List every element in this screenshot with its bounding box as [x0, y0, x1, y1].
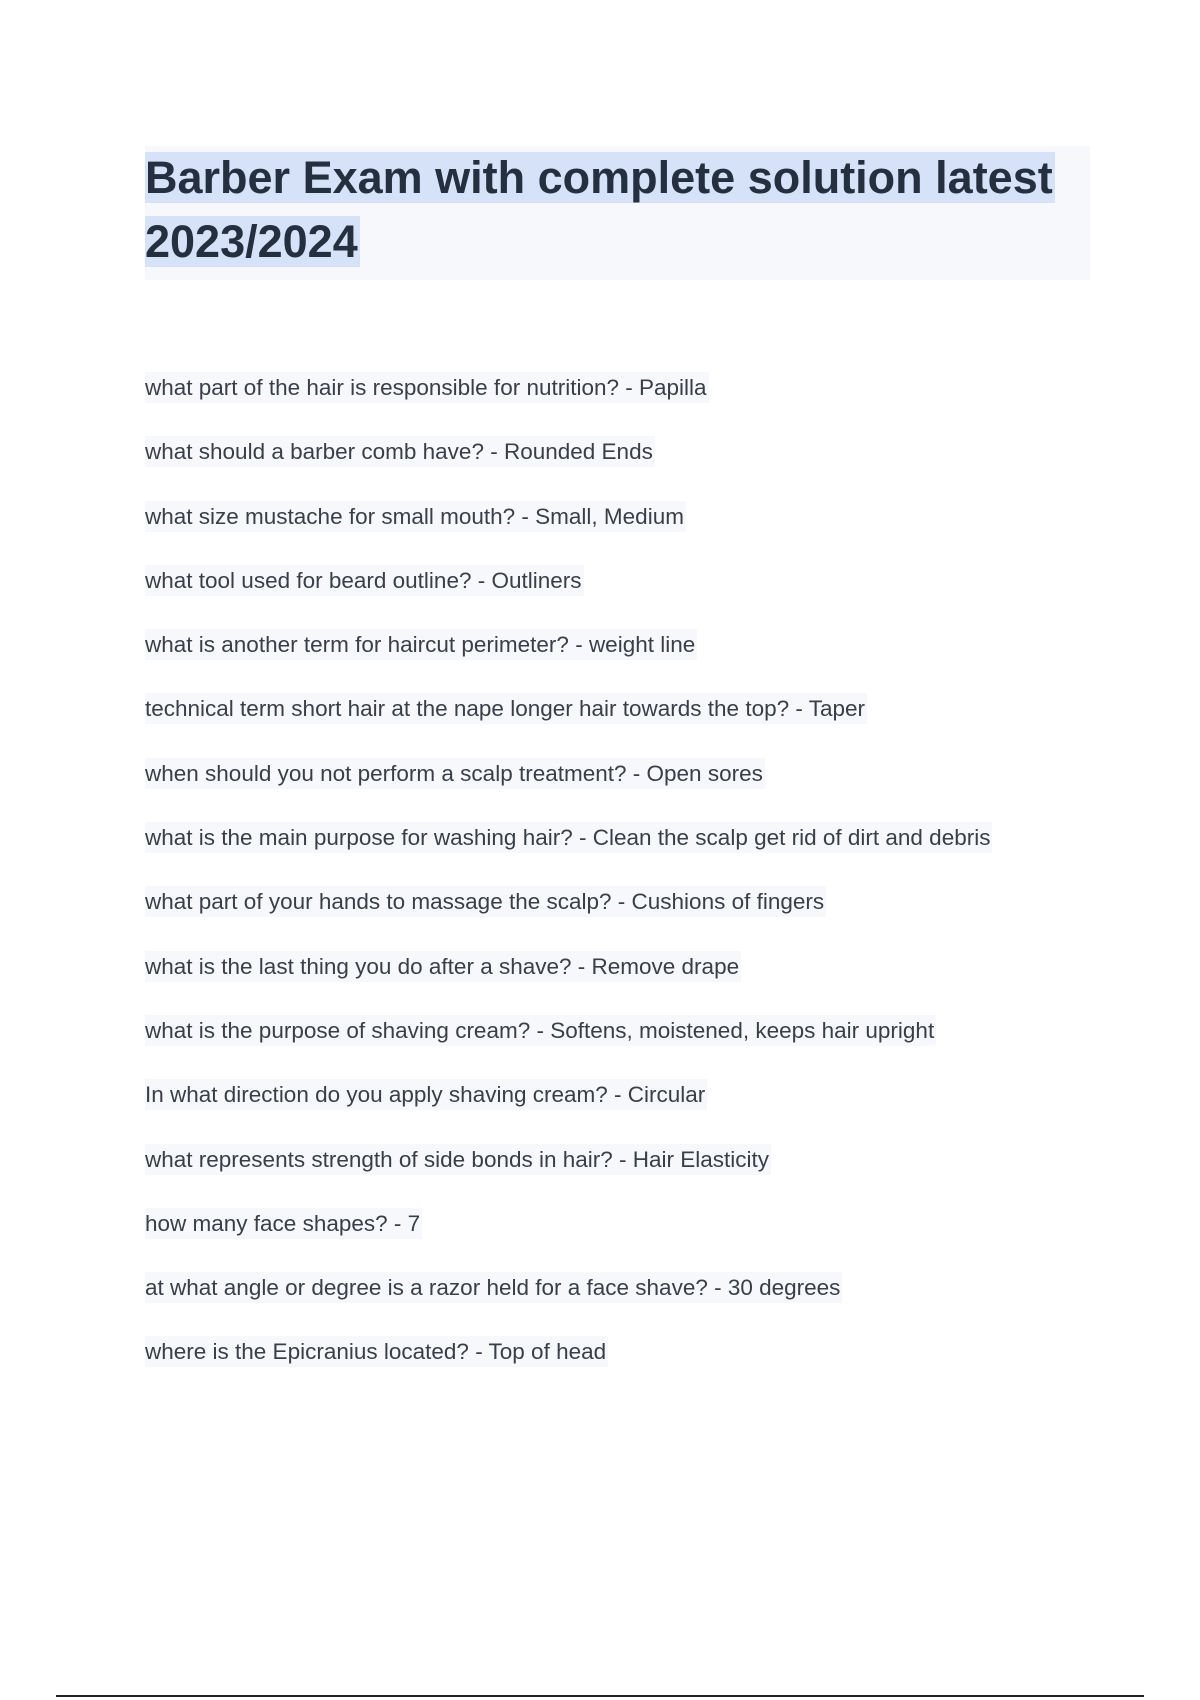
qa-row-text [145, 372, 709, 403]
qa-row-text [145, 565, 584, 596]
qa-row-text [145, 501, 686, 532]
answer-text: Taper [808, 696, 866, 722]
qa-row-text [145, 1272, 842, 1303]
qa-item [145, 1332, 1105, 1396]
qa-separator: - [707, 1275, 728, 1301]
question-text: when should you not perform a scalp treatment? [145, 760, 627, 786]
qa-separator: - [471, 567, 492, 593]
qa-separator: - [571, 953, 592, 979]
qa-item [145, 754, 1105, 818]
qa-row-text [145, 886, 826, 917]
qa-row-text [145, 629, 697, 660]
answer-text: Hair Elasticity [632, 1146, 770, 1172]
title-line-1: Barber Exam with complete solution latest [145, 152, 1053, 203]
qa-row-text [145, 1079, 707, 1110]
qa-list [145, 368, 1105, 1397]
qa-row-text [145, 1336, 608, 1367]
qa-item [145, 368, 1105, 432]
qa-separator: - [387, 1210, 408, 1236]
answer-text: Outliners [491, 567, 582, 593]
question-text: what is the main purpose for washing hair? [145, 825, 573, 851]
question-text: what should a barber comb have? [145, 439, 484, 465]
qa-row-text [145, 1144, 771, 1175]
qa-row-text [145, 1015, 936, 1046]
qa-separator: - [568, 632, 589, 658]
qa-item [145, 1268, 1105, 1332]
qa-item [145, 818, 1105, 882]
qa-item [145, 432, 1105, 496]
qa-separator: - [619, 375, 640, 400]
question-text: In what direction do you apply shaving cream? [145, 1082, 608, 1108]
answer-text: Open sores [646, 760, 763, 786]
document-title [145, 146, 1090, 274]
answer-text: Small, Medium [535, 503, 684, 529]
qa-item [145, 625, 1105, 689]
question-text: what tool used for beard outline? [145, 567, 472, 593]
qa-item [145, 1140, 1105, 1204]
question-text: what size mustache for small mouth? [145, 503, 516, 529]
qa-item [145, 497, 1105, 561]
title-block [145, 146, 1090, 280]
answer-text: Softens, moistened, keeps hair upright [550, 1017, 935, 1043]
qa-row-text [145, 436, 655, 467]
qa-item [145, 1075, 1105, 1139]
question-text: at what angle or degree is a razor held for a face shave? [145, 1275, 708, 1301]
qa-item [145, 882, 1105, 946]
qa-separator: - [626, 760, 647, 786]
qa-item [145, 947, 1105, 1011]
answer-text: Clean the scalp get rid of dirt and debris [592, 825, 991, 851]
qa-separator: - [612, 1146, 633, 1172]
answer-text: Cushions of fingers [631, 889, 825, 915]
answer-text: Remove drape [591, 953, 740, 979]
qa-row-text [145, 758, 765, 789]
title-line-2: 2023/2024 [145, 216, 358, 267]
qa-row-text [145, 951, 741, 982]
qa-separator: - [530, 1017, 551, 1043]
question-text: where is the Epicranius located? [145, 1339, 469, 1365]
qa-row-text [145, 822, 992, 853]
question-text: what represents strength of side bonds in hair? [145, 1146, 613, 1172]
question-text: what is the last thing you do after a shave? [145, 953, 572, 979]
qa-item [145, 1011, 1105, 1075]
qa-item [145, 1204, 1105, 1268]
qa-item [145, 689, 1105, 753]
qa-separator: - [483, 439, 504, 465]
qa-separator: - [515, 503, 536, 529]
answer-text: Papilla [639, 375, 707, 400]
question-text: technical term short hair at the nape longer hair towards the top? [145, 696, 790, 722]
answer-text: 30 degrees [727, 1275, 841, 1301]
answer-text: 7 [407, 1210, 421, 1236]
qa-row-text [145, 1208, 422, 1239]
question-text: what is the purpose of shaving cream? [145, 1017, 531, 1043]
question-text: how many face shapes? [145, 1210, 388, 1236]
footer-divider [56, 1695, 1144, 1697]
qa-separator: - [611, 889, 632, 915]
answer-text: Circular [627, 1082, 706, 1108]
qa-separator: - [789, 696, 809, 722]
question-text: what is another term for haircut perimeter? [145, 632, 569, 658]
answer-text: Rounded Ends [503, 439, 653, 465]
qa-row-text [145, 693, 867, 724]
qa-separator: - [607, 1082, 628, 1108]
qa-item [145, 561, 1105, 625]
question-text: what part of your hands to massage the scalp? [145, 889, 612, 915]
answer-text: Top of head [488, 1339, 607, 1365]
question-text: what part of the hair is responsible for nutrition? [145, 375, 620, 400]
qa-separator: - [468, 1339, 489, 1365]
qa-separator: - [572, 825, 593, 851]
answer-text: weight line [588, 632, 696, 658]
